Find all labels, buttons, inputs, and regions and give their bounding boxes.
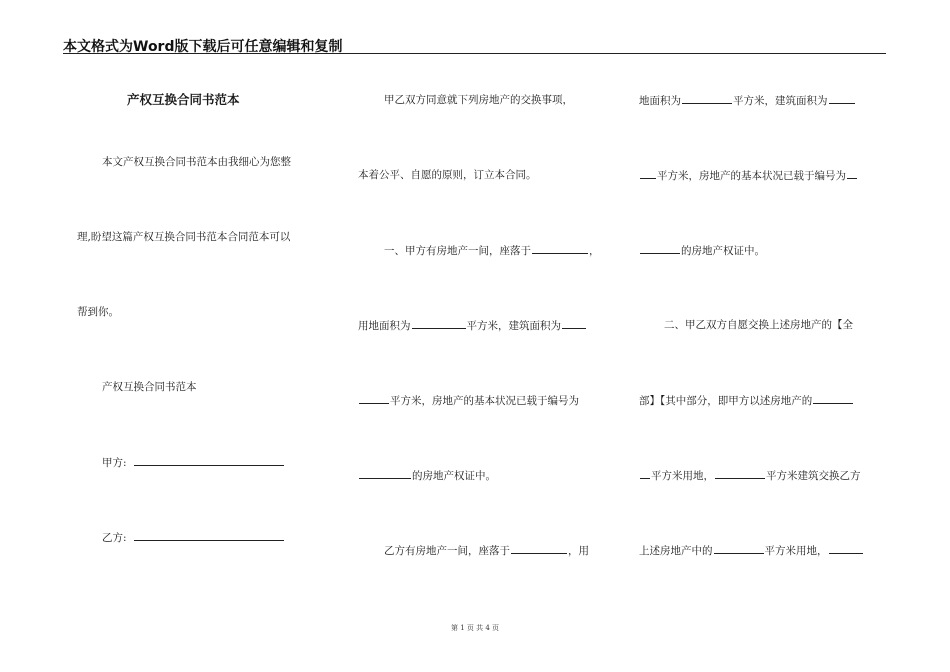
blank-field <box>813 393 853 404</box>
blank-field <box>412 318 466 329</box>
blank-field <box>532 243 588 254</box>
col2-line-3 <box>384 243 600 258</box>
intro-line-3: 帮到你。 <box>77 306 119 318</box>
intro-line-2: 理,盼望这篇产权互换合同书范本合同范本可以 <box>77 231 291 243</box>
blank-field <box>682 93 732 104</box>
blank-field <box>640 468 650 479</box>
blank-field <box>715 468 765 479</box>
land-area-label: 用地面积为 <box>358 320 411 332</box>
land-use-text: 平方米用地， <box>651 470 714 482</box>
building-area-label: 平方米，建筑面积为 <box>466 320 561 332</box>
blank-field <box>640 168 656 179</box>
blank-field <box>847 168 857 179</box>
col2-line-6 <box>358 468 496 483</box>
col3-line-7 <box>639 543 864 558</box>
col3-line-1 <box>639 93 856 108</box>
land-use-text: 平方米用地， <box>764 545 828 557</box>
party-b-line <box>102 530 285 545</box>
contract-subtitle: 产权互换合同书范本 <box>102 381 197 393</box>
blank-field <box>829 543 863 554</box>
party-b-label: 乙方: <box>102 532 127 544</box>
col2-line-7 <box>384 543 589 558</box>
party-a-label: 甲方: <box>102 457 127 469</box>
blank-field <box>359 393 389 404</box>
property-cert-text: 的房地产权证中。 <box>681 245 765 257</box>
cert-number-text: 平方米，房地产的基本状况已载于编号为 <box>657 170 846 182</box>
blank-field <box>640 243 680 254</box>
header-rule <box>63 53 886 54</box>
col2-line-5 <box>358 393 579 408</box>
blank-field <box>511 543 567 554</box>
blank-field <box>829 93 855 104</box>
party-a-line <box>102 455 285 470</box>
col3-line-3 <box>639 243 765 258</box>
party-a-blank <box>134 455 284 466</box>
property-cert-text: 的房地产权证中。 <box>412 470 496 482</box>
document-header: 本文格式为Word版下载后可任意编辑和复制 <box>63 39 343 55</box>
blank-field <box>714 543 764 554</box>
document-title: 产权互换合同书范本 <box>127 92 240 107</box>
blank-field <box>359 468 411 479</box>
col2-line-1: 甲乙双方同意就下列房地产的交换事项， <box>384 94 573 106</box>
col3-line-2 <box>639 168 858 183</box>
comma: ， <box>589 245 600 257</box>
col3-line-5 <box>639 393 854 408</box>
col3-line-4: 二、甲乙双方自愿交换上述房地产的【全 <box>664 319 853 331</box>
party-b-blank <box>134 530 284 541</box>
page-number: 第 1 页 共 4 页 <box>450 624 500 632</box>
land-area-label: 地面积为 <box>639 95 681 107</box>
cert-number-text: 平方米，房地产的基本状况已载于编号为 <box>390 395 579 407</box>
col3-line-6 <box>639 468 861 483</box>
blank-field <box>562 318 586 329</box>
building-area-label: 平方米，建筑面积为 <box>733 95 828 107</box>
col2-line-4 <box>358 318 587 333</box>
clause-one-text: 一、甲方有房地产一间，座落于 <box>384 245 531 257</box>
intro-line-1: 本文产权互换合同书范本由我细心为您整 <box>102 156 291 168</box>
use-text: ，用 <box>568 545 589 557</box>
party-b-property-text: 乙方有房地产一间，座落于 <box>384 545 510 557</box>
party-b-property-text: 上述房地产中的 <box>639 545 713 557</box>
building-exchange-text: 平方米建筑交换乙方 <box>766 470 861 482</box>
col2-line-2: 本着公平、自愿的原则，订立本合同。 <box>358 169 537 181</box>
exchange-scope-text: 部】【其中部分，即甲方以述房地产的 <box>639 395 813 407</box>
